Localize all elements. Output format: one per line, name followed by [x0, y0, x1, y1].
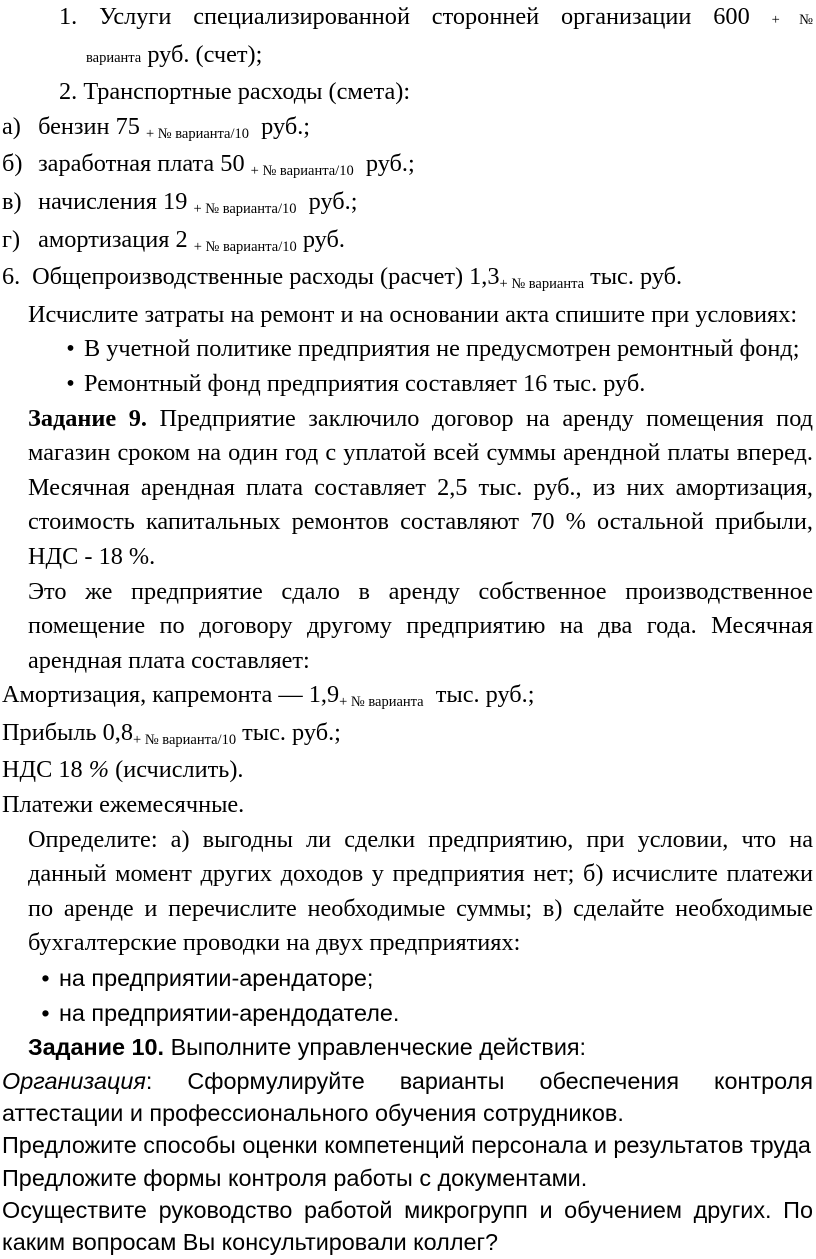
cost-subscript: + № варианта/10 — [250, 163, 354, 180]
bullet-text: на предприятии-арендаторе; — [59, 965, 374, 992]
bullet-text: на предприятии-арендодателе. — [59, 999, 400, 1026]
task9-bullet — [2, 996, 813, 1031]
cost-item-a — [2, 110, 813, 148]
list-text-tail: руб. (счет); — [147, 40, 263, 68]
cost-label: б) — [2, 150, 23, 178]
profit-line — [2, 716, 813, 754]
bullet-text: Ремонтный фонд предприятия составляет 16 тыс. руб. — [84, 369, 646, 397]
list-item-1 — [2, 0, 813, 38]
cost-unit: руб. — [302, 225, 345, 253]
profit-text: Прибыль 0,8 — [2, 718, 134, 746]
cost-unit: руб.; — [308, 187, 358, 215]
cost-subscript: + № варианта/10 — [193, 238, 297, 255]
cost-text: бензин 75 — [38, 112, 140, 140]
cost-text: начисления 19 — [38, 187, 188, 215]
profit-unit: тыс. руб.; — [242, 718, 341, 746]
list-number: 6. — [2, 263, 21, 291]
task9-title: Задание 9. — [28, 404, 147, 432]
vat-text: НДС 18 — [2, 756, 83, 784]
cost-text: заработная плата 50 — [38, 150, 245, 178]
task10-paragraph-3: Предложите формы контроля работы с документами. — [2, 1164, 588, 1191]
task9-paragraph-3: Определите: а) выгодны ли сделки предприятию, при условии, что на данный момент других доходов у предприятия нет; б) исчислите платежи по аренде и перечислите необходимые суммы; в) сделайте необходимые бухгалтерские проводки на двух предприятиях: — [28, 825, 813, 957]
task9-text: Предприятие заключило договор на аренду помещения под магазин сроком на один год с уплатой всей суммы арендной платы вперед. Месячная арендная плата составляет 2,5 тыс. руб., из них амортизация, стоимость капитальных ремонтов составляют 70 % остальной прибыли, НДС - 18 %. — [28, 404, 813, 570]
bullet-icon: • — [41, 999, 50, 1026]
list-text: Общепроизводственные расходы (расчет) 1,3 — [32, 263, 500, 291]
task10-heading — [2, 1030, 813, 1065]
amortization-text: Амортизация, капремонта — 1,9 — [2, 681, 340, 709]
cost-unit: руб.; — [261, 112, 311, 140]
bullet-icon: • — [66, 369, 75, 397]
vat-tail: (исчислить). — [115, 756, 244, 784]
task9-bullet — [2, 961, 813, 996]
task10-paragraph-2: Предложите способы оценки компетенций персонала и результатов труда — [2, 1132, 811, 1159]
list-unit: тыс. руб. — [590, 263, 683, 291]
vat-percent: % — [88, 756, 110, 784]
list-text: Транспортные расходы (смета): — [83, 78, 411, 106]
bullet-icon: • — [66, 335, 75, 363]
task10-org-paragraph — [2, 1065, 813, 1130]
task9-paragraph-1 — [2, 402, 813, 575]
subscript-note: варианта — [86, 49, 142, 66]
task10-intro: Выполните управленческие действия: — [170, 1034, 587, 1061]
cost-subscript: + № варианта/10 — [193, 200, 297, 217]
list-subscript: + № варианта — [499, 276, 585, 293]
cost-label: а) — [2, 112, 21, 140]
superscript-note: + № — [771, 12, 813, 28]
cost-label: в) — [2, 187, 22, 215]
calc-intro-paragraph: Исчислите затраты на ремонт и на основании акта спишите при условиях: — [28, 300, 798, 328]
cost-unit: руб.; — [365, 150, 415, 178]
bullet-text: В учетной политике предприятия не предусмотрен ремонтный фонд; — [84, 335, 800, 363]
cost-subscript: + № варианта/10 — [145, 125, 250, 142]
cost-item-d — [2, 223, 813, 261]
condition-bullet — [2, 367, 813, 402]
list-item-2 — [2, 75, 813, 110]
org-text: : Сформулируйте варианты обеспечения контроля аттестации и профессионального обучения сотрудников. — [2, 1067, 813, 1127]
task9-paragraph-2: Это же предприятие сдало в аренду собственное производственное помещение по договору другому предприятию на два года. Месячная арендная плата составляет: — [28, 577, 813, 674]
task10-title: Задание 10. — [28, 1034, 165, 1061]
task10-paragraph-4: Осуществите руководство работой микрогрупп и обучением других. По каким вопросам Вы консультировали коллег? — [2, 1197, 813, 1256]
list-item-1-continuation — [2, 38, 813, 76]
org-label: Организация — [2, 1067, 146, 1094]
cost-item-b — [2, 147, 813, 185]
list-text: Услуги специализированной сторонней организации 600 — [99, 3, 750, 30]
list-number: 1. — [59, 3, 78, 30]
list-item-6 — [2, 260, 813, 298]
condition-bullet — [2, 332, 813, 367]
amortization-line — [2, 678, 813, 716]
bullet-icon: • — [41, 965, 50, 992]
cost-text: амортизация 2 — [38, 225, 188, 253]
list-number: 2. — [59, 78, 78, 106]
payments-line: Платежи ежемесячные. — [2, 791, 245, 819]
profit-subscript: + № варианта/10 — [133, 731, 237, 748]
cost-label: г) — [2, 225, 21, 253]
amortization-unit: тыс. руб.; — [435, 681, 535, 709]
vat-line — [2, 753, 813, 788]
amortization-subscript: + № варианта — [339, 694, 424, 711]
cost-item-c — [2, 185, 813, 223]
